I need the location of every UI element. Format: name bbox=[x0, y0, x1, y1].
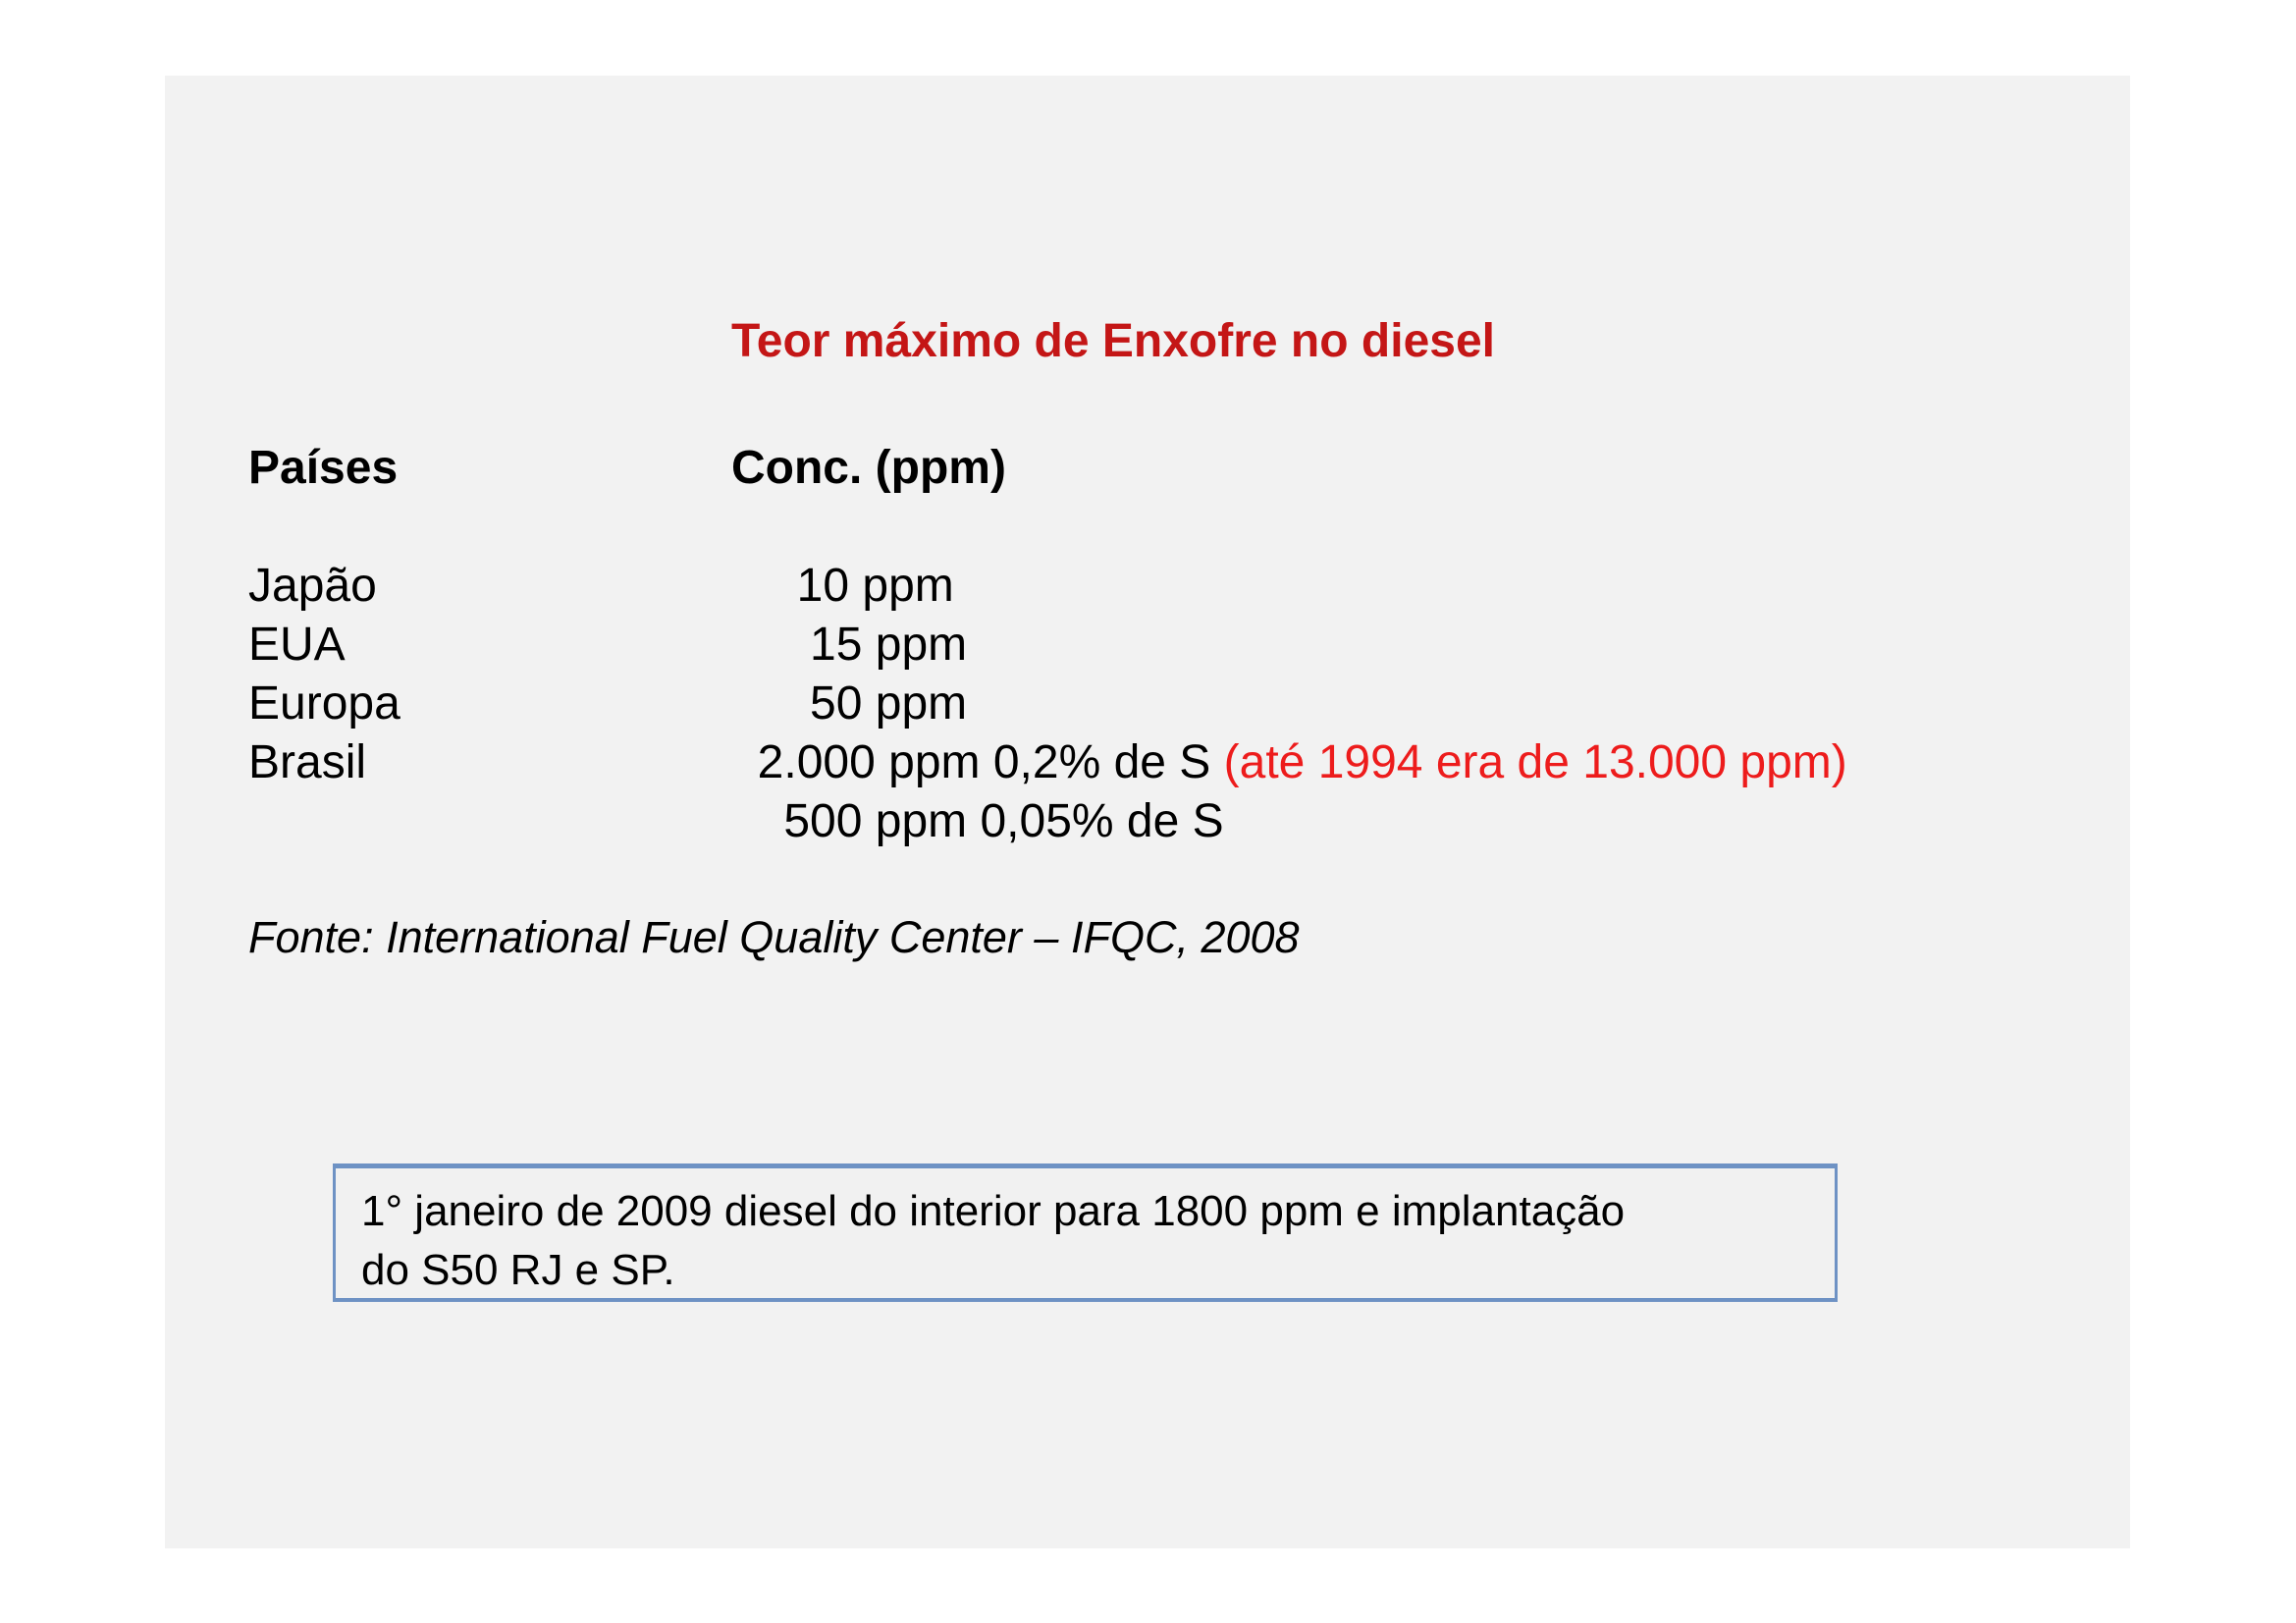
country-label: EUA bbox=[248, 619, 346, 671]
table-row bbox=[248, 557, 1847, 616]
source-citation: Fonte: International Fuel Quality Center – IFQC, 2008 bbox=[248, 912, 1300, 962]
table-row bbox=[248, 675, 1847, 733]
sulfur-table bbox=[248, 439, 1847, 851]
table-row bbox=[248, 792, 1847, 851]
table-row bbox=[248, 733, 1847, 792]
note-box-line1: 1° janeiro de 2009 diesel do interior para 1800 ppm e implantação bbox=[361, 1187, 1626, 1235]
slide-title: Teor máximo de Enxofre no diesel bbox=[731, 315, 1495, 367]
concentration-column-header: Conc. (ppm) bbox=[731, 442, 1006, 494]
concentration-value: 50 ppm bbox=[731, 677, 968, 730]
country-label: Brasil bbox=[248, 736, 367, 788]
concentration-value: 15 ppm bbox=[731, 619, 968, 671]
table-row bbox=[248, 616, 1847, 675]
historical-note-red: (até 1994 era de 13.000 ppm) bbox=[1223, 736, 1847, 788]
note-box bbox=[333, 1163, 1838, 1302]
table-header-row bbox=[248, 439, 1847, 498]
countries-column-header: Países bbox=[248, 442, 399, 494]
concentration-value: 10 ppm bbox=[731, 560, 954, 612]
country-label bbox=[248, 792, 731, 851]
note-box-line2: do S50 RJ e SP. bbox=[361, 1246, 675, 1294]
presentation-slide bbox=[165, 76, 2130, 1548]
country-label: Europa bbox=[248, 677, 400, 730]
concentration-value: 500 ppm 0,05% de S bbox=[731, 795, 1224, 847]
country-label: Japão bbox=[248, 560, 377, 612]
concentration-value: 2.000 ppm 0,2% de S bbox=[731, 736, 1224, 788]
